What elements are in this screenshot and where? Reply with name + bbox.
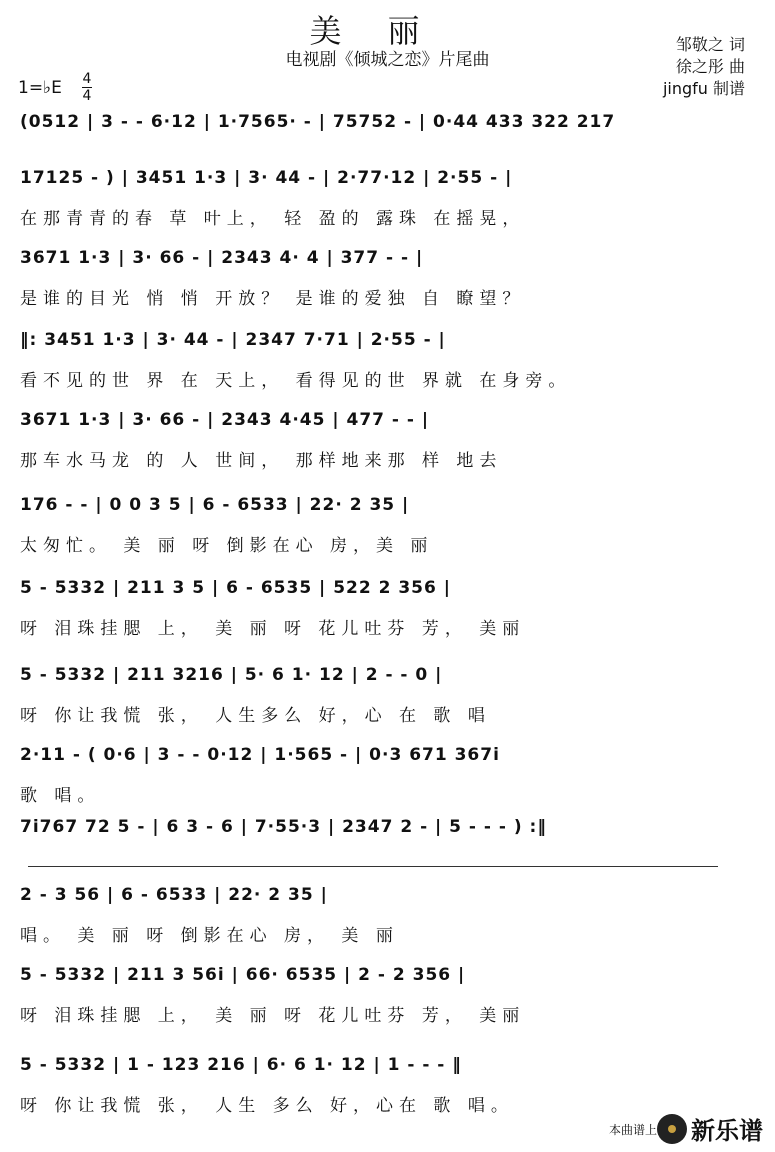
lyric-row: 呀 你让我慌 张， 人生多么 好，心 在 歌 唱 — [20, 706, 491, 726]
lyric-row: 呀 泪珠挂腮 上， 美 丽 呀 花儿吐芬 芳， 美丽 — [20, 619, 526, 639]
notation-row: (0512 | 3 - - 6·12 | 1·7565· - | 75752 - | 0·44 433 322 217 — [20, 112, 616, 132]
lyric-row: 呀 泪珠挂腮 上， 美 丽 呀 花儿吐芬 芳， 美丽 — [20, 1006, 526, 1026]
time-signature — [82, 72, 92, 103]
lyric-row: 唱。 美 丽 呀 倒影在心 房， 美 丽 — [20, 926, 399, 946]
notation-row: 176 - - | 0 0 3 5 | 6 - 6533 | 22· 2 35 | — [20, 495, 410, 515]
lyric-row: 太匆忙。 美 丽 呀 倒影在心 房，美 丽 — [20, 536, 434, 556]
notation-row: 3671 1·3 | 3· 66 - | 2343 4· 4 | 377 - - | — [20, 248, 424, 268]
key-signature: 1=♭E — [18, 78, 62, 98]
time-top: 4 — [82, 71, 92, 87]
lyric-row: 看不见的世 界 在 天上， 看得见的世 界就 在身旁。 — [20, 371, 572, 391]
coda-line — [28, 866, 718, 867]
lyric-row: 在那青青的春 草 叶上， 轻 盈的 露珠 在摇晃， — [20, 209, 526, 229]
notation-row: 5 - 5332 | 1 - 123 216 | 6· 6 1· 12 | 1 - - - ‖ — [20, 1055, 462, 1075]
lyric-row: 歌 唱。 — [20, 786, 101, 806]
footer-note: 本曲谱上 — [608, 1123, 657, 1137]
transcriber-credit: jingfu 制谱 — [662, 79, 745, 98]
notation-row: 5 - 5332 | 211 3 5 | 6 - 6535 | 522 2 356 | — [20, 578, 451, 598]
notation-row: 3671 1·3 | 3· 66 - | 2343 4·45 | 477 - - | — [20, 410, 430, 430]
notation-row: 7i767 72 5 - | 6 3 - 6 | 7·55·3 | 2347 2 - | 5 - - - ) :‖ — [20, 817, 547, 837]
lyric-row: 是谁的目光 悄 悄 开放？ 是谁的爱独 自 瞭望？ — [20, 289, 526, 309]
disc-icon — [657, 1114, 687, 1144]
lyric-row: 那车水马龙 的 人 世间， 那样地来那 样 地去 — [20, 451, 503, 471]
notation-row: 5 - 5332 | 211 3 56i | 66· 6535 | 2 - 2 356 | — [20, 965, 466, 985]
site-logo — [657, 1111, 763, 1146]
notation-row: 5 - 5332 | 211 3216 | 5· 6 1· 12 | 2 - - 0 | — [20, 665, 443, 685]
lyricist-credit: 邹敬之 词 — [675, 35, 745, 54]
logo-text: 新乐谱 — [691, 1117, 763, 1145]
notation-row: 2·11 - ( 0·6 | 3 - - 0·12 | 1·565 - | 0·3 671 367i — [20, 745, 500, 765]
song-title: 美丽 — [309, 12, 466, 50]
time-bottom: 4 — [82, 88, 92, 104]
song-subtitle: 电视剧《倾城之恋》片尾曲 — [285, 50, 490, 70]
lyric-row: 呀 你让我慌 张， 人生 多么 好，心在 歌 唱。 — [20, 1096, 514, 1116]
notation-row: ‖: 3451 1·3 | 3· 44 - | 2347 7·71 | 2·55 - | — [20, 330, 446, 350]
notation-row: 17125 - ) | 3451 1·3 | 3· 44 - | 2·77·12 | 2·55 - | — [20, 168, 513, 188]
composer-credit: 徐之彤 曲 — [675, 57, 745, 76]
notation-row: 2 - 3 56 | 6 - 6533 | 22· 2 35 | — [20, 885, 328, 905]
